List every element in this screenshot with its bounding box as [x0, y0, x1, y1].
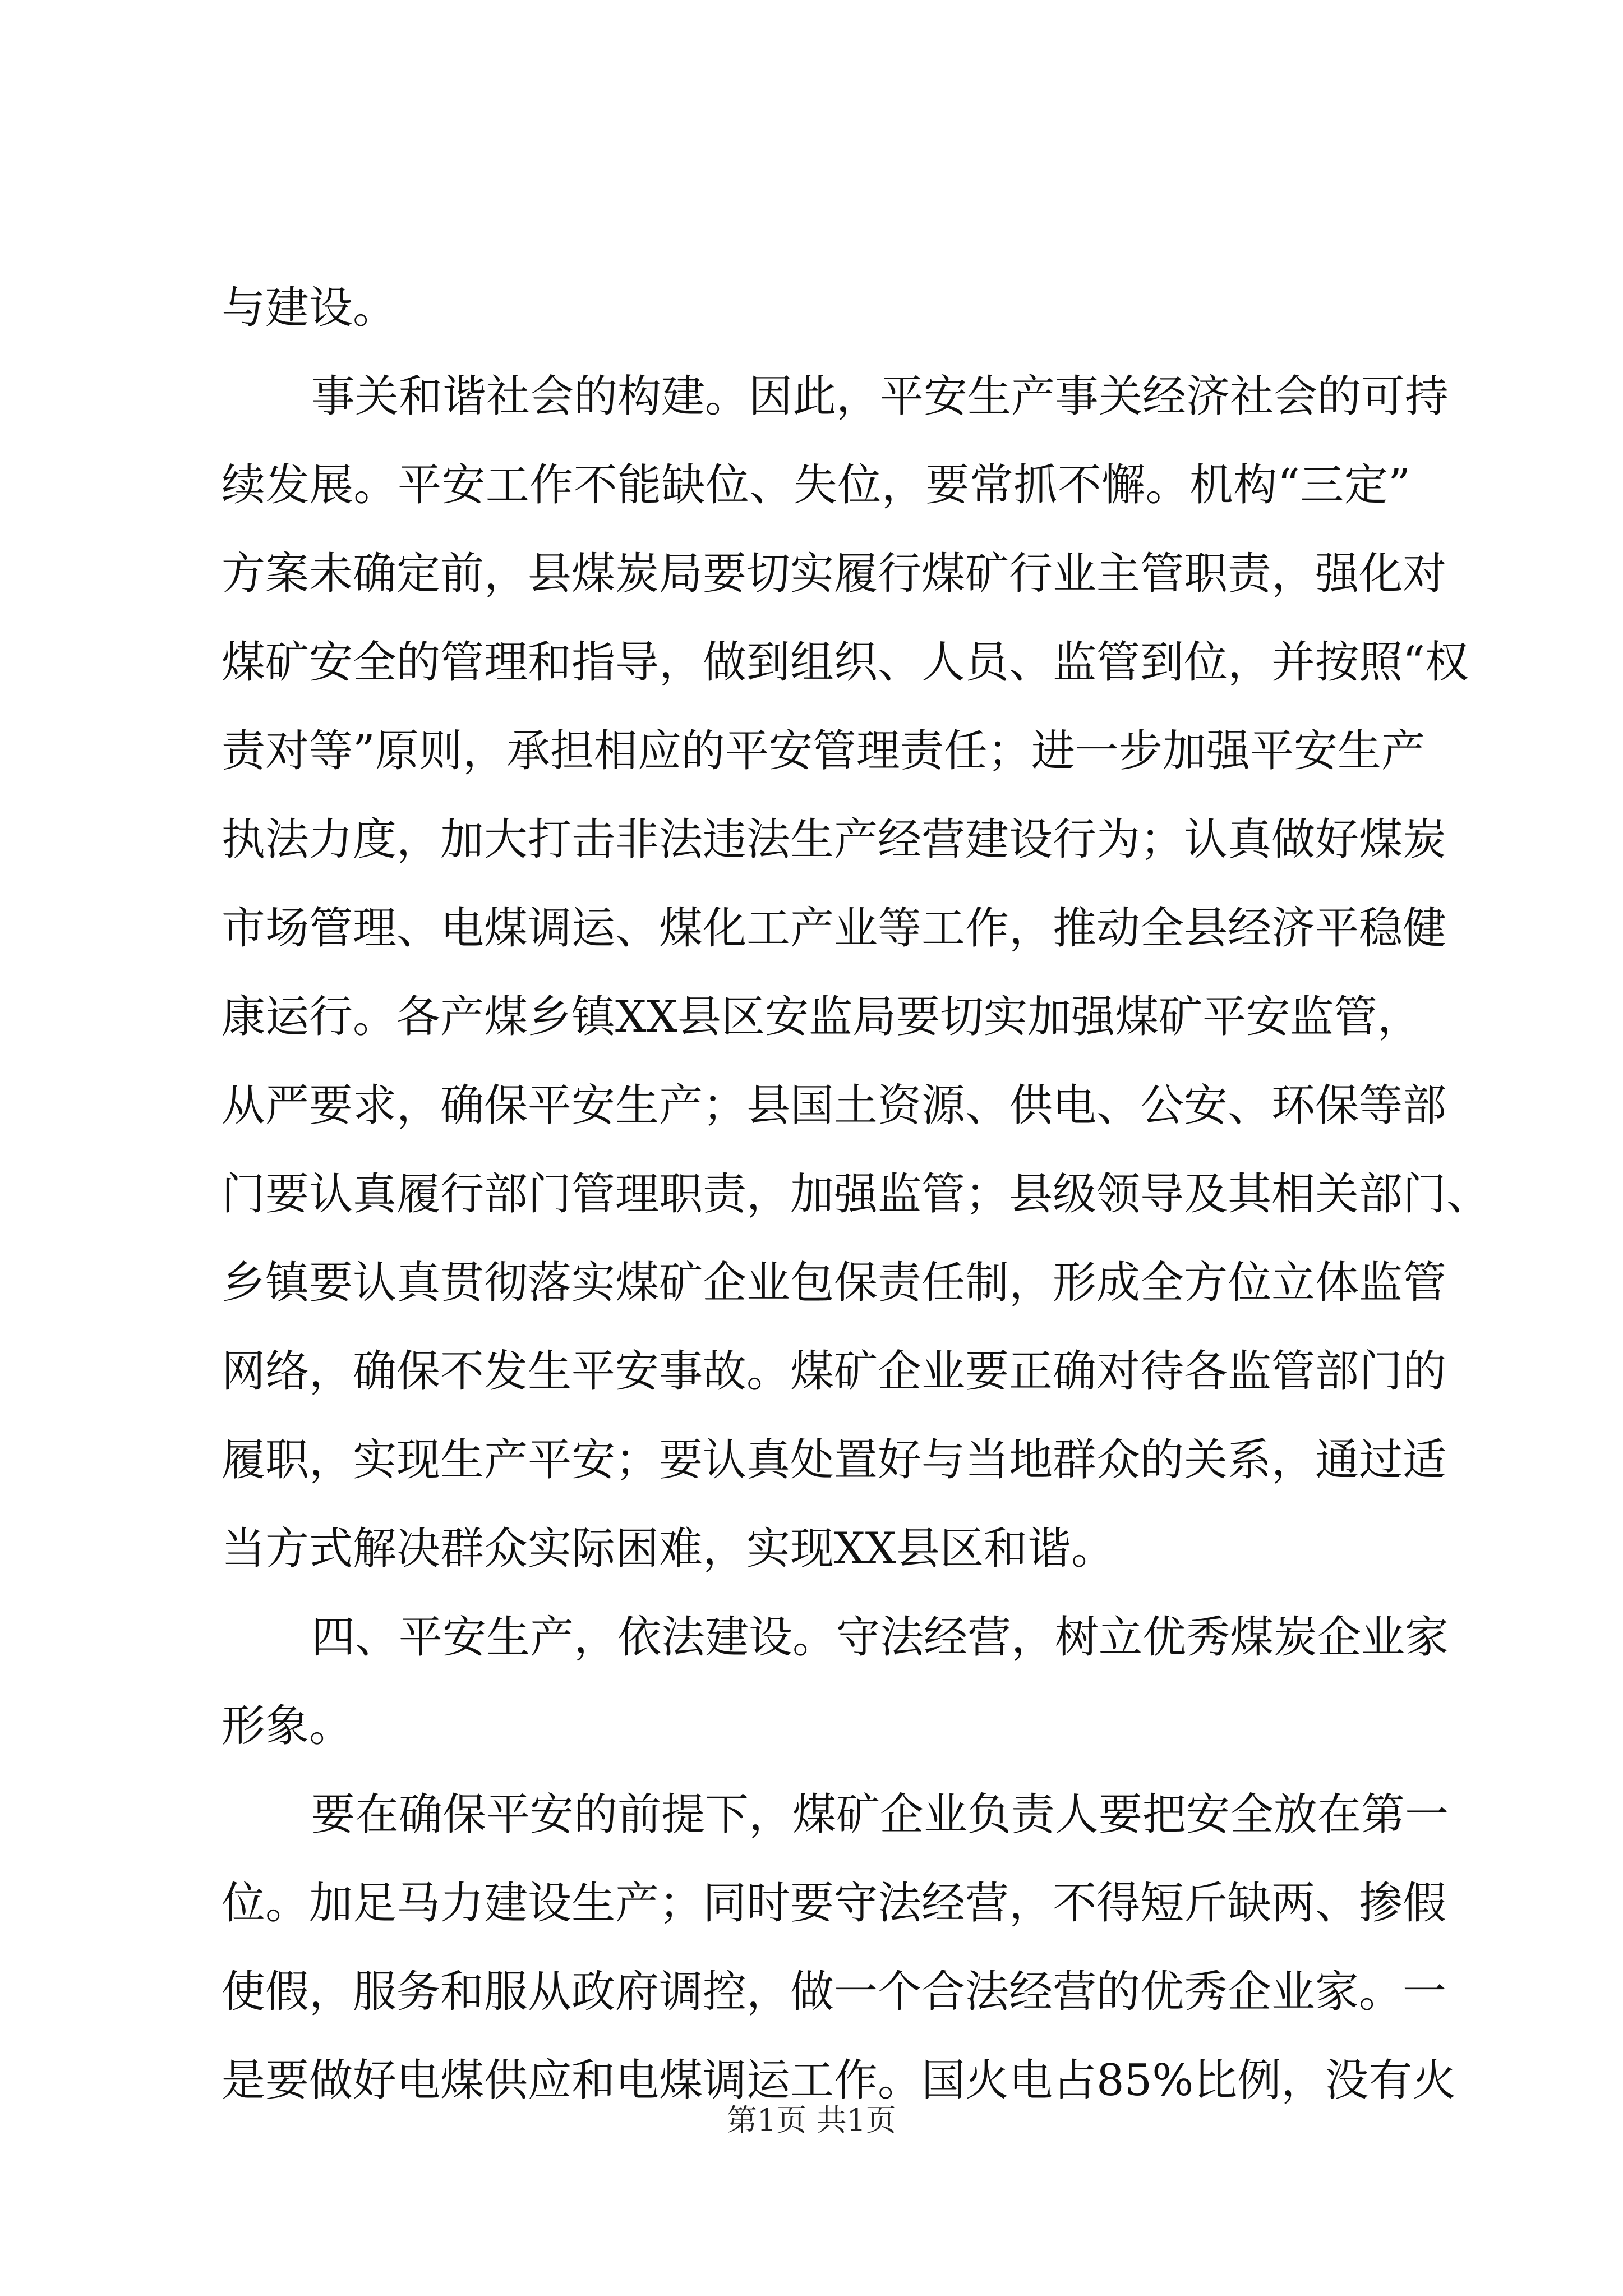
text-line: 责对等”原则，承担相应的平安管理责任；进一步加强平安生产	[222, 726, 1425, 776]
text-line: 煤矿安全的管理和指导，做到组织、人员、监管到位，并按照“权	[222, 637, 1469, 688]
text-line: 履职，实现生产平安；要认真处置好与当地群众的关系，通过适	[222, 1435, 1447, 1485]
text-line: 执法力度，加大打击非法违法生产经营建设行为；认真做好煤炭	[222, 815, 1447, 865]
document-body	[222, 264, 1491, 2125]
text-line: 四、平安生产，依法建设。守法经营，树立优秀煤炭企业家	[311, 1612, 1449, 1663]
text-line: 当方式解决群众实际困难，实现XX县区和谐。	[222, 1524, 1115, 1574]
text-line: 位。加足马力建设生产；同时要守法经营，不得短斤缺两、掺假	[222, 1878, 1447, 1929]
text-line: 网络，确保不发生平安事故。煤矿企业要正确对待各监管部门的	[222, 1346, 1447, 1397]
text-line: 康运行。各产煤乡镇XX县区安监局要切实加强煤矿平安监管，	[222, 992, 1422, 1042]
text-line: 是要做好电煤供应和电煤调运工作。国火电占85%比例，没有火	[222, 2055, 1456, 2106]
text-line: 从严要求，确保平安生产；县国土资源、供电、公安、环保等部	[222, 1080, 1447, 1131]
text-line: 乡镇要认真贯彻落实煤矿企业包保责任制，形成全方位立体监管	[222, 1258, 1447, 1308]
text-line: 市场管理、电煤调运、煤化工产业等工作，推动全县经济平稳健	[222, 903, 1447, 954]
page-footer: 第1页 共1页	[727, 2102, 896, 2138]
text-line: 方案未确定前，县煤炭局要切实履行煤矿行业主管职责，强化对	[222, 549, 1447, 599]
text-line: 要在确保平安的前提下，煤矿企业负责人要把安全放在第一	[311, 1789, 1449, 1840]
text-line: 门要认真履行部门管理职责，加强监管；县级领导及其相关部门、	[222, 1169, 1491, 1220]
text-line: 续发展。平安工作不能缺位、失位，要常抓不懈。机构“三定”	[222, 460, 1410, 510]
text-line: 事关和谐社会的构建。因此，平安生产事关经济社会的可持	[311, 371, 1449, 422]
text-line: 形象。	[222, 1701, 353, 1751]
text-line: 与建设。	[222, 283, 397, 333]
text-line: 使假，服务和服从政府调控，做一个合法经营的优秀企业家。一	[222, 1967, 1447, 2017]
